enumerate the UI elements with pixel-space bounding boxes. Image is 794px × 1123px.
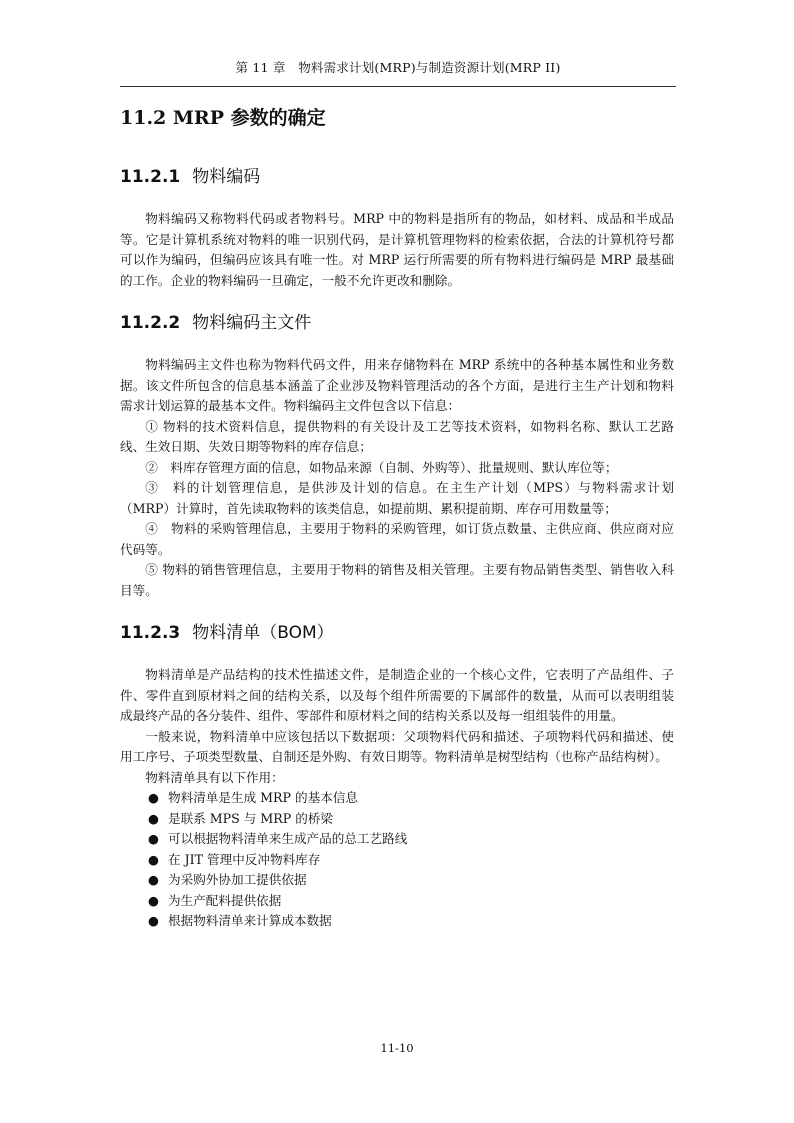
bullet-list xyxy=(120,788,674,932)
subsection-heading-3 xyxy=(120,620,674,646)
list-item: ● 物料清单是生成 MRP 的基本信息 xyxy=(148,788,674,809)
subsection-title: 物料清单（BOM） xyxy=(192,623,334,643)
header-rule xyxy=(120,86,676,87)
paragraph: 物料编码又称物料代码或者物料号。MRP 中的物料是指所有的物品，如材料、成品和半成品等。它是计算机系统对物料的唯一识别代码，是计算机管理物料的检索依据，合法的计算机符号都可以作为编码，但编码应该具有唯一性。对 MRP 运行所需要的所有物料进行编码是 MRP 最基础的工作。企业的物料编码一旦确定，一般不允许更改和删除。 xyxy=(120,211,674,288)
page-number: 11-10 xyxy=(380,1041,414,1055)
section-title: 11.2 MRP 参数的确定 xyxy=(120,107,326,129)
subsection-title: 物料编码主文件 xyxy=(192,313,312,333)
subsection-title: 物料编码 xyxy=(192,167,261,187)
subsection-number: 11.2.2 xyxy=(120,313,181,333)
paragraph: 一般来说，物料清单中应该包括以下数据项：父项物料代码和描述、子项物料代码和描述、使用工序号、子项类型数量、自制还是外购、有效日期等。物料清单是树型结构（也称产品结构树）。 xyxy=(120,728,674,764)
bullet-icon: ● xyxy=(148,892,159,908)
paragraph: 物料清单是产品结构的技术性描述文件，是制造企业的一个核心文件，它表明了产品组件、子件、零件直到原材料之间的结构关系，以及每个组件所需要的下属部件的数量，从而可以表明组装成最终产品的各分装件、组件、零部件和原材料之间的结构关系以及每一组组装件的用量。 xyxy=(120,667,674,723)
list-item: ● 为生产配料提供依据 xyxy=(148,891,674,912)
bullet-icon: ● xyxy=(148,790,159,805)
list-item: ● 在 JIT 管理中反冲物料库存 xyxy=(148,850,674,871)
bullet-icon: ● xyxy=(148,872,159,887)
numbered-item: ② 料库存管理方面的信息，如物品来源（自制、外购等）、批量规则、默认库位等； xyxy=(145,459,618,475)
bullet-icon: ● xyxy=(148,913,159,928)
subsection-heading-1 xyxy=(120,164,674,190)
paragraph: 物料清单具有以下作用： xyxy=(145,769,284,785)
subsection-number: 11.2.1 xyxy=(120,167,181,187)
page-content xyxy=(120,104,674,932)
running-header: 第 11 章 物料需求计划(MRP)与制造资源计划(MRP II) xyxy=(235,60,561,75)
numbered-item: ④ 物料的采购管理信息，主要用于物料的采购管理，如订货点数量、主供应商、供应商对应代码等。 xyxy=(120,521,674,557)
paragraph: 物料编码主文件也称为物料代码文件，用来存储物料在 MRP 系统中的各种基本属性和业务数据。该文件所包含的信息基本涵盖了企业涉及物料管理活动的各个方面，是进行主生产计划和物料需求计划运算的最基本文件。物料编码主文件包含以下信息： xyxy=(120,357,674,413)
bullet-icon: ● xyxy=(148,831,159,846)
list-item: ● 可以根据物料清单来生成产品的总工艺路线 xyxy=(148,829,674,850)
subsection-heading-2 xyxy=(120,310,674,336)
subsection-number: 11.2.3 xyxy=(120,623,181,643)
bullet-icon: ● xyxy=(148,810,159,826)
numbered-item: ⑤ 物料的销售管理信息，主要用于物料的销售及相关管理。主要有物品销售类型、销售收入科目等。 xyxy=(120,562,674,598)
numbered-item: ③ 料的计划管理信息，是供涉及计划的信息。在主生产计划（MPS）与物料需求计划（MRP）计算时，首先读取物料的该类信息，如提前期、累积提前期、库存可用数量等； xyxy=(120,480,674,516)
list-item: ● 根据物料清单来计算成本数据 xyxy=(148,911,674,932)
list-item: ● 为采购外协加工提供依据 xyxy=(148,870,674,891)
numbered-item: ① 物料的技术资料信息，提供物料的有关设计及工艺等技术资料，如物料名称、默认工艺路线、生效日期、失效日期等物料的库存信息； xyxy=(120,418,674,454)
bullet-icon: ● xyxy=(148,851,159,867)
list-item: ● 是联系 MPS 与 MRP 的桥梁 xyxy=(148,809,674,830)
